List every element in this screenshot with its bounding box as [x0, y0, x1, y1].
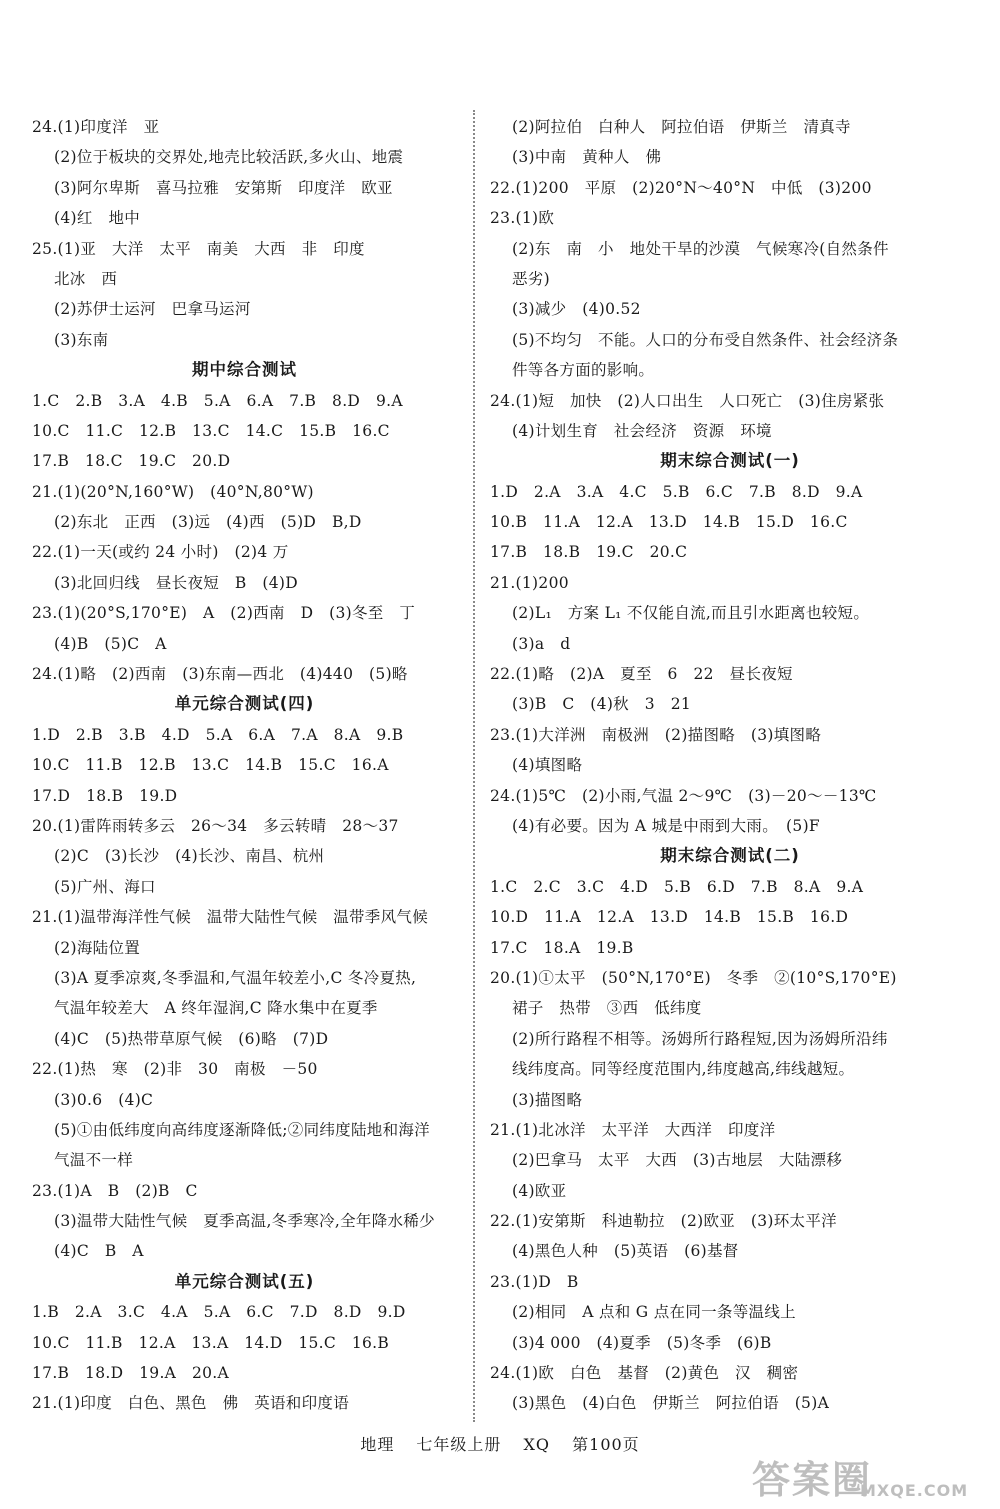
- answer-line: (2)海陆位置: [54, 938, 141, 957]
- answer-line: 1.D 2.B 3.B 4.D 5.A 6.A 7.A 8.A 9.B: [32, 725, 404, 744]
- answer-line: (2)位于板块的交界处,地壳比较活跃,多火山、地震: [54, 148, 404, 167]
- section-heading: 期末综合测试(二): [660, 846, 800, 866]
- answer-line: 20.(1)①太平 (50°N,170°E) 冬季 ②(10°S,170°E): [490, 968, 897, 987]
- answer-line: 23.(1)(20°S,170°E) A (2)西南 D (3)冬至 丁: [32, 604, 416, 623]
- answer-line: (3)黑色 (4)白色 伊斯兰 阿拉伯语 (5)A: [512, 1394, 830, 1413]
- right-column: [490, 112, 970, 1419]
- answer-line: 23.(1)欧: [490, 209, 555, 228]
- answer-line: 1.C 2.C 3.C 4.D 5.B 6.D 7.B 8.A 9.A: [490, 877, 864, 896]
- answer-line: (3)描图略: [512, 1090, 583, 1109]
- answer-line: 10.C 11.B 12.A 13.A 14.D 15.C 16.B: [32, 1333, 390, 1352]
- answer-line: (4)C B A: [54, 1242, 144, 1261]
- answer-line: (4)有必要。因为 A 城是中雨到大雨。 (5)F: [512, 816, 820, 835]
- answer-line: 10.C 11.B 12.B 13.C 14.B 15.C 16.A: [32, 756, 389, 775]
- answer-line: 22.(1)200 平原 (2)20°N～40°N 中低 (3)200: [490, 178, 872, 197]
- answer-line: (4)填图略: [512, 756, 583, 775]
- answer-line: 24.(1)略 (2)西南 (3)东南—西北 (4)440 (5)略: [32, 665, 408, 684]
- answer-line: 24.(1)印度洋 亚: [32, 118, 160, 136]
- answer-line: (3)中南 黄种人 佛: [512, 148, 662, 167]
- answer-line: 21.(1)温带海洋性气候 温带大陆性气候 温带季风气候: [32, 908, 429, 927]
- answer-line: 1.D 2.A 3.A 4.C 5.B 6.C 7.B 8.D 9.A: [490, 482, 863, 501]
- answer-line: 22.(1)略 (2)A 夏至 6 22 昼长夜短: [490, 665, 793, 684]
- section-heading: 期末综合测试(一): [660, 451, 800, 471]
- footer-grade: 七年级上册: [416, 1435, 502, 1454]
- answer-line: (3)北回归线 昼长夜短 B (4)D: [54, 573, 298, 592]
- answer-line: (3)东南: [54, 330, 109, 349]
- answer-line: 17.B 18.D 19.A 20.A: [32, 1364, 230, 1383]
- answer-line: (2)巴拿马 太平 大西 (3)古地层 大陆漂移: [512, 1151, 843, 1170]
- answer-line: 23.(1)D B: [490, 1272, 579, 1291]
- answer-line: (2)东北 正西 (3)远 (4)西 (5)D B,D: [54, 513, 362, 532]
- answer-line: (3)0.6 (4)C: [54, 1090, 154, 1109]
- answer-line: 23.(1)A B (2)B C: [32, 1181, 198, 1200]
- answer-line: (3)阿尔卑斯 喜马拉雅 安第斯 印度洋 欧亚: [54, 178, 393, 197]
- answer-line: (3)a d: [512, 634, 571, 653]
- answer-line: 25.(1)亚 大洋 太平 南美 大西 非 印度: [32, 239, 365, 258]
- answer-line: (3)4 000 (4)夏季 (5)冬季 (6)B: [512, 1333, 772, 1352]
- answer-line: 17.C 18.A 19.B: [490, 938, 634, 957]
- answer-line: (3)减少 (4)0.52: [512, 300, 641, 319]
- watermark-en-text: MXQE.COM: [860, 1481, 969, 1500]
- watermark-logo: [742, 1453, 982, 1503]
- answer-line: 21.(1)北冰洋 太平洋 大西洋 印度洋: [490, 1120, 776, 1139]
- answer-line: 21.(1)(20°N,160°W) (40°N,80°W): [32, 482, 314, 501]
- answer-line: 北冰 西: [54, 269, 118, 288]
- answer-line: (2)东 南 小 地处干旱的沙漠 气候寒冷(自然条件: [512, 239, 889, 258]
- answer-line: (4)欧亚: [512, 1181, 567, 1200]
- answer-line: 22.(1)热 寒 (2)非 30 南极 －50: [32, 1060, 318, 1079]
- section-heading: 单元综合测试(四): [174, 694, 315, 714]
- answer-line: 17.D 18.B 19.D: [32, 786, 178, 805]
- answer-line: (4)B (5)C A: [54, 634, 167, 653]
- answer-line: 裙子 热带 ③西 低纬度: [512, 999, 702, 1018]
- answer-line: 22.(1)安第斯 科迪勒拉 (2)欧亚 (3)环太平洋: [490, 1212, 837, 1231]
- answer-line: 24.(1)短 加快 (2)人口出生 人口死亡 (3)住房紧张: [490, 391, 885, 410]
- answer-line: (2)阿拉伯 白种人 阿拉伯语 伊斯兰 清真寺: [512, 118, 851, 136]
- answer-line: (4)黑色人种 (5)英语 (6)基督: [512, 1242, 739, 1261]
- answer-line: 17.B 18.C 19.C 20.D: [32, 452, 231, 471]
- answer-line: 21.(1)200: [490, 573, 569, 592]
- answer-line: 气温不一样: [54, 1151, 134, 1170]
- left-column: [32, 112, 457, 1419]
- answer-line: (5)不均匀 不能。人口的分布受自然条件、社会经济条: [512, 330, 899, 349]
- answer-line: 线纬度高。同等经度范围内,纬度越高,纬线越短。: [512, 1060, 855, 1079]
- answer-line: 24.(1)5℃ (2)小雨,气温 2～9℃ (3)－20～－13℃: [490, 786, 877, 805]
- answer-line: (3)B C (4)秋 3 21: [512, 695, 692, 714]
- answer-line: 1.C 2.B 3.A 4.B 5.A 6.A 7.B 8.D 9.A: [32, 391, 403, 410]
- answer-line: 10.B 11.A 12.A 13.D 14.B 15.D 16.C: [490, 513, 848, 532]
- answer-line: (3)A 夏季凉爽,冬季温和,气温年较差小,C 冬冷夏热,: [54, 968, 417, 987]
- answer-line: (5)①由低纬度向高纬度逐渐降低;②同纬度陆地和海洋: [54, 1120, 430, 1139]
- answer-line: 10.D 11.A 12.A 13.D 14.B 15.B 16.D: [490, 908, 849, 927]
- answer-line: 1.B 2.A 3.C 4.A 5.A 6.C 7.D 8.D 9.D: [32, 1303, 406, 1322]
- answer-line: 10.C 11.C 12.B 13.C 14.C 15.B 16.C: [32, 421, 390, 440]
- footer-page-number: 第100页: [572, 1435, 640, 1454]
- answer-line: 23.(1)大洋洲 南极洲 (2)描图略 (3)填图略: [490, 725, 822, 744]
- footer-subject: 地理: [360, 1435, 395, 1454]
- answer-line: 恶劣): [512, 269, 550, 288]
- answer-line: (2)所行路程不相等。汤姆所行路程短,因为汤姆所沿纬: [512, 1029, 888, 1048]
- answer-line: 22.(1)一天(或约 24 小时) (2)4 万: [32, 543, 289, 562]
- answer-line: (3)温带大陆性气候 夏季高温,冬季寒冷,全年降水稀少: [54, 1212, 435, 1231]
- answer-line: (2)相同 A 点和 G 点在同一条等温线上: [512, 1303, 796, 1322]
- answer-line: (4)计划生育 社会经济 资源 环境: [512, 421, 772, 440]
- column-divider: [473, 110, 475, 1422]
- answer-line: 24.(1)欧 白色 基督 (2)黄色 汉 稠密: [490, 1364, 799, 1383]
- section-heading: 期中综合测试: [192, 360, 297, 380]
- answer-line: (5)广州、海口: [54, 877, 156, 896]
- answer-line: (2)L₁ 方案 L₁ 不仅能自流,而且引水距离也较短。: [512, 604, 870, 623]
- answer-line: (4)红 地中: [54, 209, 141, 228]
- watermark-cn-text: 答案圈: [752, 1458, 873, 1502]
- answer-line: (2)苏伊士运河 巴拿马运河: [54, 300, 251, 319]
- answer-line: (4)C (5)热带草原气候 (6)略 (7)D: [54, 1029, 329, 1048]
- section-heading: 单元综合测试(五): [174, 1271, 315, 1291]
- answer-line: 17.B 18.B 19.C 20.C: [490, 543, 688, 562]
- answer-line: 20.(1)雷阵雨转多云 26～34 多云转晴 28～37: [32, 816, 399, 835]
- answer-line: (2)C (3)长沙 (4)长沙、南昌、杭州: [54, 847, 325, 866]
- answer-line: 气温年较差大 A 终年湿润,C 降水集中在夏季: [54, 999, 378, 1018]
- answer-line: 件等各方面的影响。: [512, 361, 655, 380]
- footer-edition: XQ: [523, 1435, 551, 1454]
- answer-line: 21.(1)印度 白色、黑色 佛 英语和印度语: [32, 1394, 350, 1413]
